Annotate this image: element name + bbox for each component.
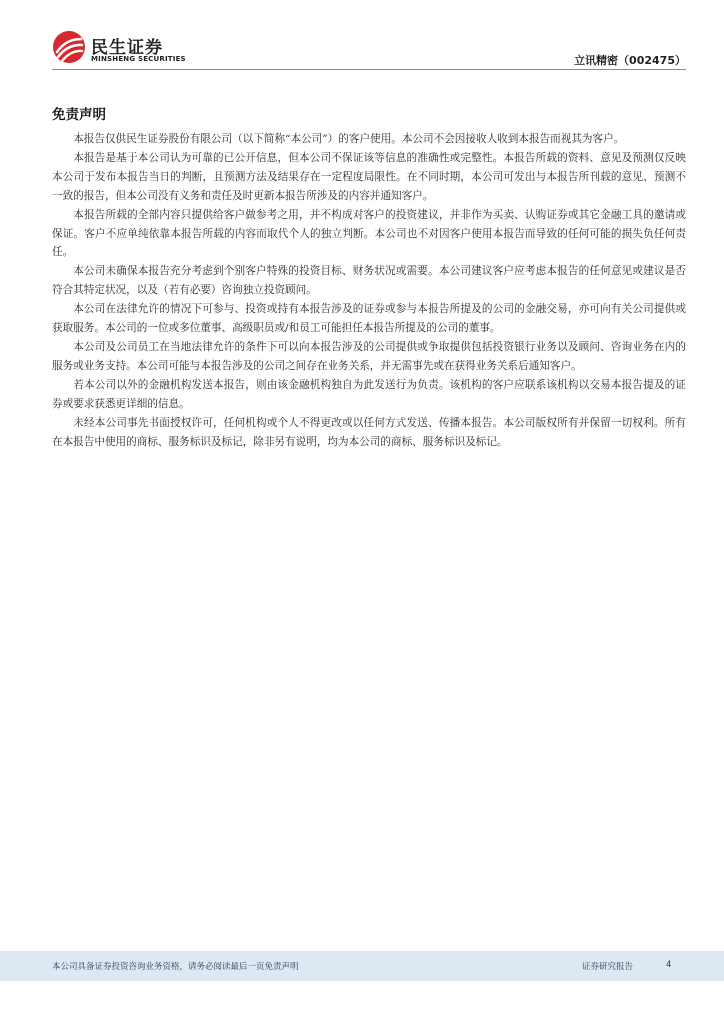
footer-report-type: 证券研究报告 — [582, 962, 634, 972]
company-logo — [52, 30, 192, 70]
page-footer — [0, 951, 724, 981]
disclaimer-paragraph: 本报告所载的全部内容只提供给客户做参考之用，并不构成对客户的投资建议，并非作为买卖、认购证券或其它金融工具的邀请或保证。客户不应单纯依靠本报告所载的内容而取代个人的独立判断。本公司也不对因客户使用本报告而导致的任何可能的损失负任何责任。 — [52, 208, 686, 259]
page-number: 4 — [666, 960, 672, 970]
logo-name-cn: 民生证券 — [91, 38, 163, 58]
report-title: 立讯精密（002475） — [574, 54, 686, 67]
disclaimer-paragraph: 本报告是基于本公司认为可靠的已公开信息，但本公司不保证该等信息的准确性或完整性。本报告所载的资料、意见及预测仅反映本公司于发布本报告当日的判断，且预测方法及结果存在一定程度局限性。在不同时期，本公司可发出与本报告所刊载的意见、预测不一致的报告，但本公司没有义务和责任及时更新本报告所涉及的内容并通知客户。 — [52, 151, 686, 202]
disclaimer-paragraph: 本公司及公司员工在当地法律允许的条件下可以向本报告涉及的公司提供或争取提供包括投资银行业务以及顾问、咨询业务在内的服务或业务支持。本公司可能与本报告涉及的公司之间存在业务关系，并无需事先或在获得业务关系后通知客户。 — [52, 340, 686, 372]
disclaimer-body — [52, 130, 686, 451]
minsheng-logo-icon — [52, 30, 86, 64]
disclaimer-paragraph: 若本公司以外的金融机构发送本报告，则由该金融机构独自为此发送行为负责。该机构的客户应联系该机构以交易本报告提及的证券或要求获悉更详细的信息。 — [52, 378, 686, 410]
footer-notice: 本公司具备证券投资咨询业务资格，请务必阅读最后一页免责声明 — [52, 962, 299, 972]
section-title: 免责声明 — [52, 107, 106, 123]
disclaimer-paragraph: 本报告仅供民生证券股份有限公司（以下简称“本公司”）的客户使用。本公司不会因接收人收到本报告而视其为客户。 — [73, 133, 625, 145]
header-divider — [52, 69, 686, 70]
disclaimer-paragraph: 未经本公司事先书面授权许可，任何机构或个人不得更改或以任何方式发送、传播本报告。本公司版权所有并保留一切权利。所有在本报告中使用的商标、服务标识及标记，除非另有说明，均为本公司的商标、服务标识及标记。 — [52, 416, 686, 448]
page-header — [0, 0, 724, 72]
logo-name-en: MINSHENG SECURITIES — [91, 55, 186, 63]
disclaimer-paragraph: 本公司未确保本报告充分考虑到个别客户特殊的投资目标、财务状况或需要。本公司建议客户应考虑本报告的任何意见或建议是否符合其特定状况，以及（若有必要）咨询独立投资顾问。 — [52, 265, 686, 297]
disclaimer-paragraph: 本公司在法律允许的情况下可参与、投资或持有本报告涉及的证券或参与本报告所提及的公司的金融交易，亦可向有关公司提供或获取服务。本公司的一位或多位董事、高级职员或/和员工可能担任本报告所提及的公司的董事。 — [52, 303, 686, 335]
